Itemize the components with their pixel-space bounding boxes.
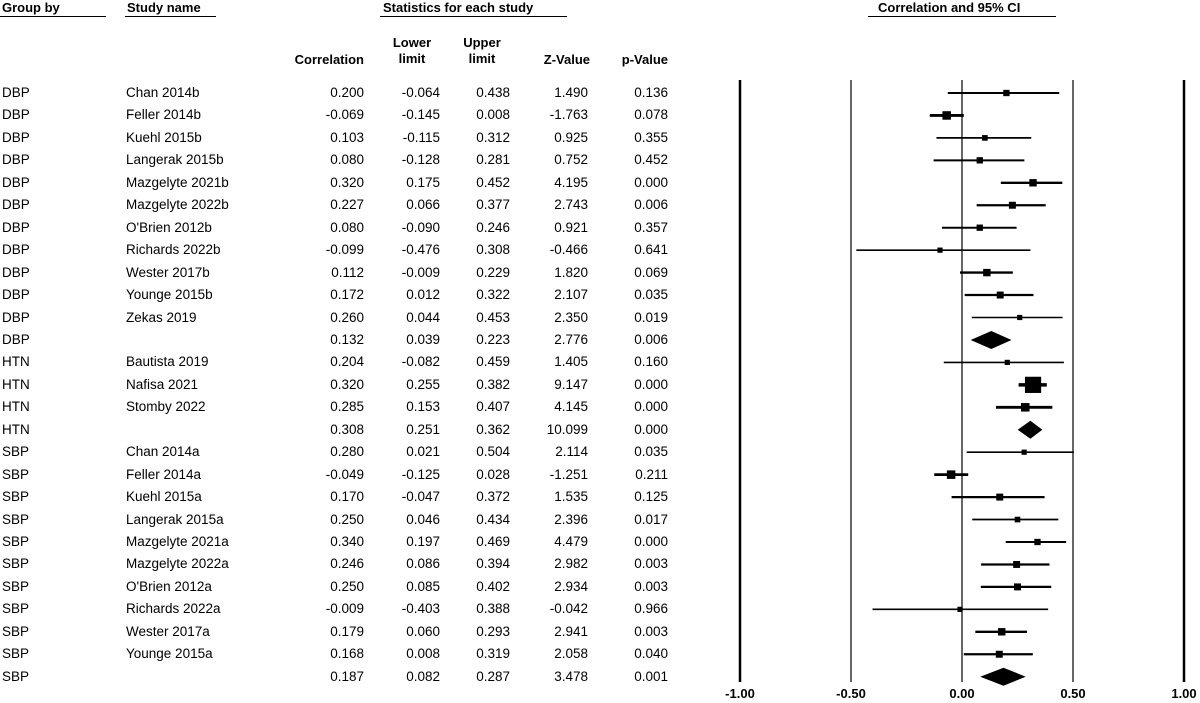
- study-name-cell: Mazgelyte 2022b: [126, 197, 229, 213]
- correlation-cell: 0.172: [330, 287, 364, 303]
- lower-limit-cell: 0.085: [406, 578, 440, 594]
- upper-limit-cell: 0.388: [476, 601, 510, 617]
- lower-limit-cell: -0.145: [401, 107, 440, 123]
- z-value-cell: 2.058: [554, 646, 588, 662]
- z-value-cell: -1.251: [549, 466, 588, 482]
- point-estimate: [1003, 90, 1009, 96]
- study-name-header: Study name: [127, 0, 201, 15]
- x-tick-label: -1.00: [725, 686, 755, 701]
- group-cell: DBP: [2, 219, 30, 235]
- lower-limit-cell: -0.082: [401, 354, 440, 370]
- study-name-cell: Wester 2017b: [126, 264, 210, 280]
- group-cell: SBP: [2, 623, 30, 639]
- correlation-cell: 0.080: [330, 219, 364, 235]
- lower-limit-cell: 0.021: [406, 444, 440, 460]
- lower-limit-cell: 0.039: [406, 331, 440, 347]
- z-value-cell: -1.763: [549, 107, 588, 123]
- group-cell: DBP: [2, 85, 30, 100]
- correlation-cell: 0.246: [330, 556, 364, 572]
- correlation-column-header: Correlation: [294, 52, 364, 67]
- correlation-cell: -0.049: [325, 466, 364, 482]
- group-cell: SBP: [2, 511, 30, 527]
- lower-limit-cell: -0.128: [401, 152, 440, 168]
- lower-limit-cell: -0.064: [401, 85, 440, 100]
- statistics-header: Statistics for each study: [383, 0, 534, 15]
- lower-limit-cell: 0.066: [406, 197, 440, 213]
- study-name-cell: Mazgelyte 2022a: [126, 556, 229, 572]
- z-value-cell: 4.145: [554, 399, 588, 415]
- z-value-cell: 9.147: [554, 376, 588, 392]
- upper-limit-cell: 0.453: [476, 309, 510, 325]
- study-name-cell: Mazgelyte 2021a: [126, 534, 229, 549]
- study-name-cell: Chan 2014b: [126, 85, 200, 100]
- group-cell: SBP: [2, 489, 30, 505]
- lower-limit-cell: -0.115: [402, 129, 440, 145]
- group-cell: HTN: [2, 376, 30, 392]
- z-value-cell: 3.478: [554, 668, 588, 684]
- lower-limit-cell: -0.009: [401, 264, 440, 280]
- study-name-cell: Bautista 2019: [126, 354, 209, 370]
- point-estimate: [997, 292, 1004, 299]
- z-value-cell: 2.982: [554, 556, 588, 572]
- correlation-cell: 0.280: [330, 444, 364, 460]
- p-value-cell: 0.641: [634, 242, 668, 258]
- p-value-cell: 0.040: [634, 646, 668, 662]
- group-cell: DBP: [2, 129, 30, 145]
- correlation-cell: 0.179: [330, 623, 364, 639]
- p-value-cell: 0.000: [634, 174, 668, 190]
- study-name-cell: O'Brien 2012b: [126, 219, 212, 235]
- point-estimate: [977, 225, 983, 231]
- upper-limit-cell: 0.246: [476, 219, 510, 235]
- group-cell: HTN: [2, 399, 30, 415]
- lower-limit-cell: -0.090: [401, 219, 440, 235]
- upper-limit-cell: 0.438: [476, 85, 510, 100]
- group-cell: DBP: [2, 287, 30, 303]
- p-value-cell: 0.000: [634, 534, 668, 549]
- p-value-cell: 0.006: [634, 331, 668, 347]
- upper-limit-cell: 0.407: [476, 399, 510, 415]
- z-value-cell: 0.921: [554, 219, 588, 235]
- lower-limit-cell: 0.012: [406, 287, 440, 303]
- point-estimate: [998, 628, 1005, 635]
- group-cell: SBP: [2, 444, 30, 460]
- upper-limit-cell: 0.434: [476, 511, 510, 527]
- lower-limit-cell: 0.082: [406, 668, 440, 684]
- point-estimate: [1009, 202, 1016, 209]
- correlation-cell: 0.112: [331, 264, 364, 280]
- study-name-cell: Chan 2014a: [126, 444, 200, 460]
- upper-limit-cell: 0.452: [476, 174, 510, 190]
- point-estimate: [1013, 561, 1020, 568]
- upper-limit-cell: 0.028: [476, 466, 510, 482]
- correlation-cell: 0.187: [330, 668, 364, 684]
- p-value-cell: 0.017: [634, 511, 668, 527]
- study-name-cell: Langerak 2015a: [126, 511, 224, 527]
- group-cell: SBP: [2, 646, 30, 662]
- point-estimate: [947, 470, 956, 479]
- p-value-cell: 0.000: [634, 421, 668, 437]
- group-cell: DBP: [2, 331, 30, 347]
- point-estimate: [1017, 315, 1022, 320]
- point-estimate: [1021, 403, 1030, 412]
- p-value-cell: 0.019: [634, 309, 668, 325]
- group-by-header: Group by: [2, 0, 60, 15]
- lower-limit-cell: 0.046: [406, 511, 440, 527]
- z-value-cell: 1.820: [554, 264, 588, 280]
- p-value-cell: 0.000: [634, 376, 668, 392]
- p-value-cell: 0.355: [634, 129, 668, 145]
- point-estimate: [1014, 583, 1021, 590]
- upper-limit-cell: 0.281: [476, 152, 510, 168]
- study-name-cell: Langerak 2015b: [126, 152, 224, 168]
- z-value-cell: 2.743: [554, 197, 588, 213]
- z-value-cell: 2.941: [554, 623, 588, 639]
- group-cell: DBP: [2, 197, 30, 213]
- upper-limit-cell: 0.459: [476, 354, 510, 370]
- group-cell: DBP: [2, 152, 30, 168]
- lower-limit-cell: 0.197: [406, 534, 440, 549]
- correlation-cell: 0.200: [330, 85, 364, 100]
- p-value-cell: 0.357: [634, 219, 668, 235]
- z-value-cell: 2.396: [554, 511, 588, 527]
- study-name-cell: Kuehl 2015b: [126, 129, 202, 145]
- p-value-cell: 0.125: [634, 489, 668, 505]
- summary-diamond: [1018, 421, 1043, 439]
- correlation-cell: 0.132: [330, 331, 364, 347]
- p-value-cell: 0.078: [634, 107, 668, 123]
- correlation-ci-header: Correlation and 95% CI: [878, 0, 1021, 15]
- correlation-cell: 0.103: [330, 129, 364, 145]
- group-cell: DBP: [2, 242, 30, 258]
- upper-limit-cell: 0.469: [476, 534, 510, 549]
- correlation-cell: -0.069: [325, 107, 364, 123]
- correlation-cell: 0.250: [330, 578, 364, 594]
- point-estimate: [1034, 539, 1040, 545]
- p-value-cell: 0.006: [634, 197, 668, 213]
- correlation-cell: 0.340: [330, 534, 364, 549]
- study-name-cell: Kuehl 2015a: [126, 489, 202, 505]
- lower-limit-cell: -0.403: [401, 601, 440, 617]
- group-cell: DBP: [2, 107, 30, 123]
- correlation-cell: 0.320: [330, 376, 364, 392]
- p-value-cell: 0.035: [634, 287, 668, 303]
- point-estimate: [977, 157, 983, 163]
- z-value-cell: 1.490: [554, 85, 588, 100]
- z-value-cell: 2.107: [554, 287, 588, 303]
- p-value-cell: 0.003: [634, 556, 668, 572]
- correlation-cell: 0.080: [330, 152, 364, 168]
- correlation-cell: 0.320: [330, 174, 364, 190]
- lower-limit-header-line1: Lower: [392, 35, 432, 50]
- z-value-cell: 0.925: [554, 129, 588, 145]
- lower-limit-cell: -0.125: [401, 466, 440, 482]
- study-name-cell: O'Brien 2012a: [126, 578, 212, 594]
- upper-limit-cell: 0.377: [476, 197, 510, 213]
- upper-limit-cell: 0.504: [476, 444, 510, 460]
- z-value-cell: -0.042: [549, 601, 588, 617]
- summary-diamond: [980, 668, 1026, 686]
- summary-diamond: [971, 331, 1012, 349]
- p-value-column-header: p-Value: [621, 52, 668, 67]
- point-estimate: [1025, 377, 1041, 393]
- upper-limit-cell: 0.312: [476, 129, 510, 145]
- z-value-cell: 2.776: [554, 331, 588, 347]
- z-value-cell: 4.479: [554, 534, 588, 549]
- x-tick-label: 1.00: [1171, 686, 1197, 701]
- z-value-cell: -0.466: [549, 242, 588, 258]
- group-cell: SBP: [2, 466, 30, 482]
- group-cell: SBP: [2, 534, 30, 549]
- group-cell: SBP: [2, 601, 30, 617]
- upper-limit-cell: 0.372: [476, 489, 510, 505]
- lower-limit-cell: 0.251: [406, 421, 440, 437]
- correlation-cell: 0.285: [330, 399, 364, 415]
- point-estimate: [983, 269, 990, 276]
- p-value-cell: 0.136: [634, 85, 668, 100]
- group-cell: SBP: [2, 556, 30, 572]
- correlation-cell: 0.250: [330, 511, 364, 527]
- upper-limit-header-line1: Upper: [463, 35, 501, 50]
- study-name-cell: Feller 2014b: [126, 107, 202, 123]
- group-cell: HTN: [2, 354, 30, 370]
- upper-limit-cell: 0.382: [476, 376, 510, 392]
- point-estimate: [982, 135, 988, 141]
- p-value-cell: 0.160: [634, 354, 668, 370]
- lower-limit-header-line2: limit: [398, 51, 426, 66]
- upper-limit-cell: 0.319: [476, 646, 510, 662]
- study-name-cell: Richards 2022b: [126, 242, 221, 258]
- group-cell: DBP: [2, 309, 30, 325]
- study-name-cell: Younge 2015b: [126, 287, 213, 303]
- point-estimate: [957, 607, 962, 612]
- lower-limit-cell: 0.255: [406, 376, 440, 392]
- x-tick-label: -0.50: [836, 686, 866, 701]
- z-value-cell: 2.114: [555, 444, 588, 460]
- correlation-cell: 0.170: [330, 489, 364, 505]
- upper-limit-cell: 0.223: [476, 331, 510, 347]
- upper-limit-cell: 0.362: [476, 421, 510, 437]
- point-estimate: [1029, 179, 1036, 186]
- study-name-cell: Nafisa 2021: [126, 376, 199, 392]
- lower-limit-cell: 0.044: [406, 309, 440, 325]
- study-name-cell: Zekas 2019: [126, 309, 197, 325]
- upper-limit-cell: 0.287: [476, 668, 510, 684]
- study-name-cell: Mazgelyte 2021b: [126, 174, 229, 190]
- point-estimate: [996, 651, 1003, 658]
- upper-limit-cell: 0.402: [476, 578, 510, 594]
- correlation-cell: 0.204: [330, 354, 364, 370]
- x-tick-label: 0.00: [949, 686, 975, 701]
- upper-limit-cell: 0.308: [476, 242, 510, 258]
- p-value-cell: 0.966: [634, 601, 668, 617]
- z-value-cell: 2.350: [554, 309, 588, 325]
- correlation-cell: 0.260: [330, 309, 364, 325]
- group-cell: SBP: [2, 668, 30, 684]
- lower-limit-cell: 0.008: [406, 646, 440, 662]
- lower-limit-cell: -0.476: [401, 242, 440, 258]
- p-value-cell: 0.452: [634, 152, 668, 168]
- p-value-cell: 0.001: [634, 668, 668, 684]
- group-cell: SBP: [2, 578, 30, 594]
- group-cell: HTN: [2, 421, 30, 437]
- lower-limit-cell: 0.060: [406, 623, 440, 639]
- upper-limit-cell: 0.394: [476, 556, 510, 572]
- point-estimate: [942, 111, 951, 120]
- lower-limit-cell: 0.086: [406, 556, 440, 572]
- p-value-cell: 0.035: [634, 444, 668, 460]
- p-value-cell: 0.069: [634, 264, 668, 280]
- upper-limit-header-line2: limit: [468, 51, 496, 66]
- group-cell: DBP: [2, 264, 30, 280]
- upper-limit-cell: 0.293: [476, 623, 510, 639]
- z-value-cell: 4.195: [554, 174, 588, 190]
- point-estimate: [1015, 517, 1021, 523]
- z-value-cell: 0.752: [554, 152, 588, 168]
- z-value-cell: 1.535: [554, 489, 588, 505]
- study-name-cell: Younge 2015a: [126, 646, 213, 662]
- p-value-cell: 0.000: [634, 399, 668, 415]
- point-estimate: [937, 248, 942, 253]
- upper-limit-cell: 0.229: [476, 264, 510, 280]
- correlation-cell: 0.308: [330, 421, 364, 437]
- upper-limit-cell: 0.008: [476, 107, 510, 123]
- point-estimate: [1022, 450, 1027, 455]
- group-cell: DBP: [2, 174, 30, 190]
- correlation-cell: -0.099: [325, 242, 364, 258]
- point-estimate: [996, 494, 1003, 501]
- x-tick-label: 0.50: [1060, 686, 1086, 701]
- z-value-cell: 10.099: [546, 421, 588, 437]
- correlation-cell: 0.168: [330, 646, 364, 662]
- correlation-cell: -0.009: [325, 601, 364, 617]
- study-name-cell: Stomby 2022: [126, 399, 206, 415]
- lower-limit-cell: 0.175: [406, 174, 440, 190]
- p-value-cell: 0.211: [635, 466, 668, 482]
- study-name-cell: Feller 2014a: [126, 466, 202, 482]
- z-value-column-header: Z-Value: [543, 52, 590, 67]
- upper-limit-cell: 0.322: [476, 287, 510, 303]
- correlation-cell: 0.227: [330, 197, 364, 213]
- z-value-cell: 2.934: [554, 578, 588, 594]
- lower-limit-cell: -0.047: [401, 489, 440, 505]
- lower-limit-cell: 0.153: [406, 399, 440, 415]
- p-value-cell: 0.003: [634, 578, 668, 594]
- study-name-cell: Wester 2017a: [126, 623, 210, 639]
- p-value-cell: 0.003: [634, 623, 668, 639]
- z-value-cell: 1.405: [554, 354, 588, 370]
- study-name-cell: Richards 2022a: [126, 601, 221, 617]
- point-estimate: [1005, 360, 1010, 365]
